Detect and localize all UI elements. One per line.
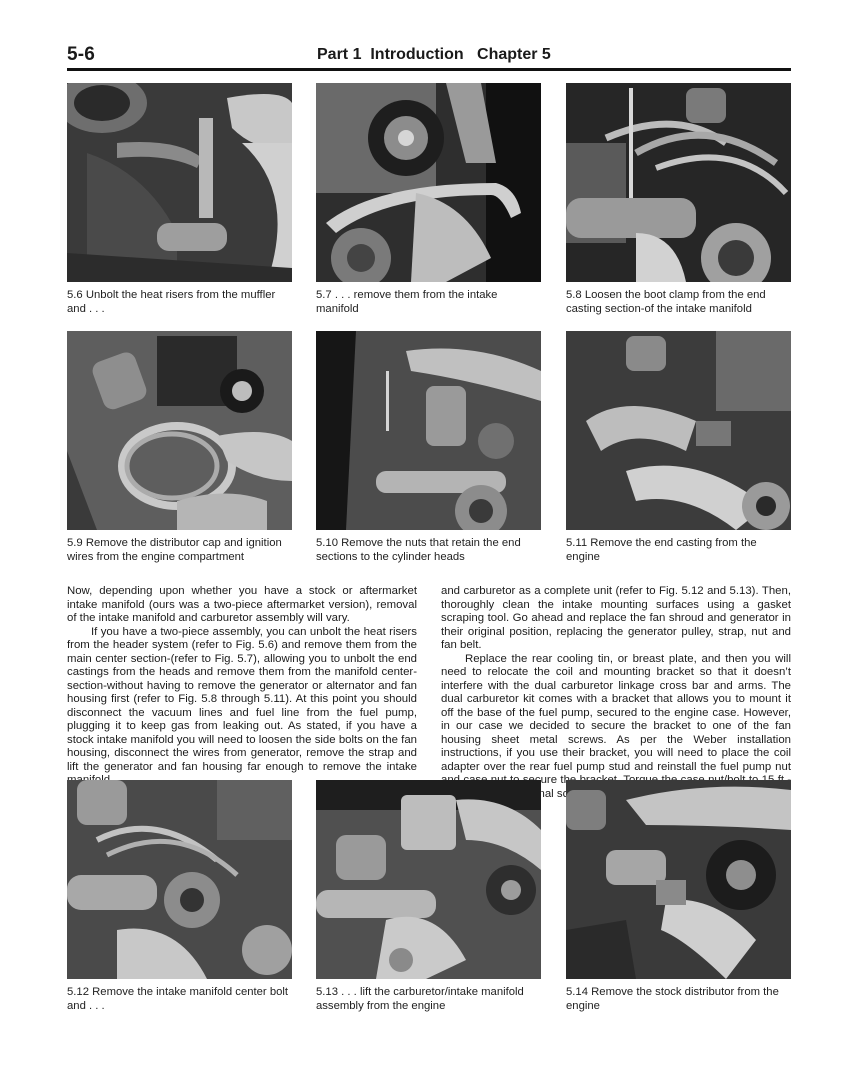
figure-caption: 5.9 Remove the distributor cap and ignition wires from the engine compartment	[67, 537, 282, 563]
figure-caption: 5.10 Remove the nuts that retain the end sections to the cylinder heads	[316, 537, 521, 563]
body-paragraph: Now, depending upon whether you have a stock or aftermarket intake manifold (ours was a two-piece aftermarket version), removal of the intake manifold and carburetor assembly will vary.	[67, 585, 417, 624]
photo-heat-riser-unbolt	[67, 83, 292, 282]
page-number: 5-6	[67, 44, 96, 65]
figure-caption: 5.11 Remove the end casting from the engine	[566, 537, 757, 563]
body-paragraph: If you have a two-piece assembly, you can unbolt the heat risers from the header system (refer to Fig. 5.6) and remove them from the main center section-(refer to Fig. 5.7), allowing you to unbolt the end castings from the heads and remove them from the manifold center-section-without having to remove the generator or alternator and fan housing first (refer to Fig. 5.8 through 5.11). At this point you should disconnect the vacuum lines and fuel line from the fuel pump, plugging it to keep gas from leaking out. As stated, if you have a stock intake manifold you will need to loosen the side bolts on the fan housing, disconnect the wires from generator, remove the strap and lift the generator and fan housing far enough to remove the intake	[67, 625, 417, 773]
photo-manifold-center-bolt	[67, 780, 292, 979]
photo-stock-distributor	[566, 780, 791, 979]
header-rule	[67, 68, 791, 71]
running-title: Part 1 Introduction Chapter 5	[317, 46, 551, 63]
photo-heat-riser-remove	[316, 83, 541, 282]
body-column-right	[441, 585, 791, 801]
body-paragraph: Replace the rear cooling tin, or breast plate, and then you will need to relocate the coil and mounting bracket so that it doesn’t interfere with the dual carburetor linkage cross bar and arms. The dual carburetor kit comes with a bracket that allows you to mount it off the base of the fuel pump, secured to the engine case. However, in our case we decided to secure the bracket to one of the fan housing sheet metal screws. As per the Weber installation instructions, if you use their bracket, you will need to place the coil adapter over the rear fuel pump stud and reinstall the fuel pump nut	[441, 652, 791, 773]
photo-distributor-cap	[67, 331, 292, 530]
figure-caption: 5.14 Remove the stock distributor from the engine	[566, 986, 779, 1012]
body-column-left	[67, 585, 417, 788]
photo-boot-clamp	[566, 83, 791, 282]
photo-lift-carburetor	[316, 780, 541, 979]
figure-caption: 5.7 . . . remove them from the intake manifold	[316, 289, 498, 315]
photo-end-casting	[566, 331, 791, 530]
body-paragraph: and carburetor as a complete unit (refer to Fig. 5.12 and 5.13). Then, thoroughly clean the intake mounting surfaces using a gasket scraping tool. Go ahead and replace the fan shroud and generator in their original position, replacing the generator pulley, strap, nut and fan belt.	[441, 585, 791, 651]
figure-caption: 5.8 Loosen the boot clamp from the end casting section-of the intake manifold	[566, 289, 766, 315]
photo-end-section-nuts	[316, 331, 541, 530]
figure-caption: 5.6 Unbolt the heat risers from the muffler and . . .	[67, 289, 276, 315]
figure-caption: 5.12 Remove the intake manifold center bolt and . . .	[67, 986, 289, 1012]
figure-caption: 5.13 . . . lift the carburetor/intake manifold assembly from the engine	[316, 986, 524, 1012]
